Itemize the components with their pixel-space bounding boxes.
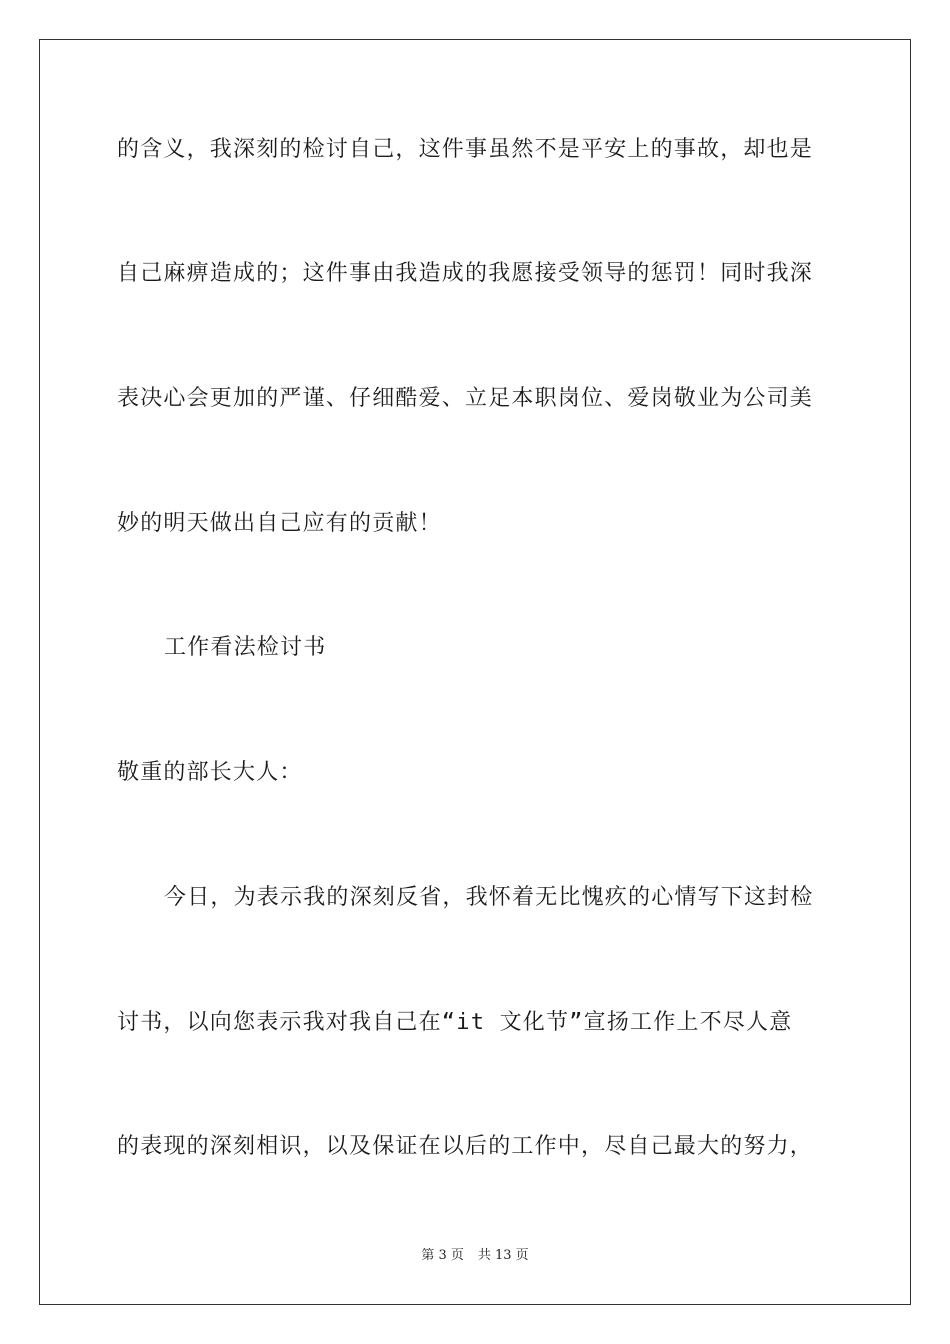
page-total: 共 13 页: [477, 1248, 529, 1263]
body-line-8: 讨书，以向您表示我对我自己在“it 文化节”宣扬工作上不尽人意: [117, 1010, 793, 1035]
body-line-3: 表决心会更加的严谨、仔细酷爱、立足本职岗位、爱岗敬业为公司美: [117, 386, 814, 411]
body-line-9: 的表现的深刻相识，以及保证在以后的工作中，尽自己最大的努力，: [117, 1134, 814, 1159]
page-footer: [0, 1244, 950, 1263]
section-heading: 工作看法检讨书: [164, 635, 327, 660]
salutation: 敬重的部长大人：: [117, 760, 303, 785]
body-line-4: 妙的明天做出自己应有的贡献！: [117, 511, 442, 536]
page-border: [39, 39, 911, 1305]
body-line-1: 的含义，我深刻的检讨自己，这件事虽然不是平安上的事故，却也是: [117, 137, 814, 162]
body-line-7: 今日，为表示我的深刻反省，我怀着无比愧疚的心情写下这封检: [164, 885, 814, 910]
body-line-2: 自己麻痹造成的；这件事由我造成的我愿接受领导的惩罚！同时我深: [117, 261, 814, 286]
page-number: 第 3 页: [421, 1248, 464, 1263]
